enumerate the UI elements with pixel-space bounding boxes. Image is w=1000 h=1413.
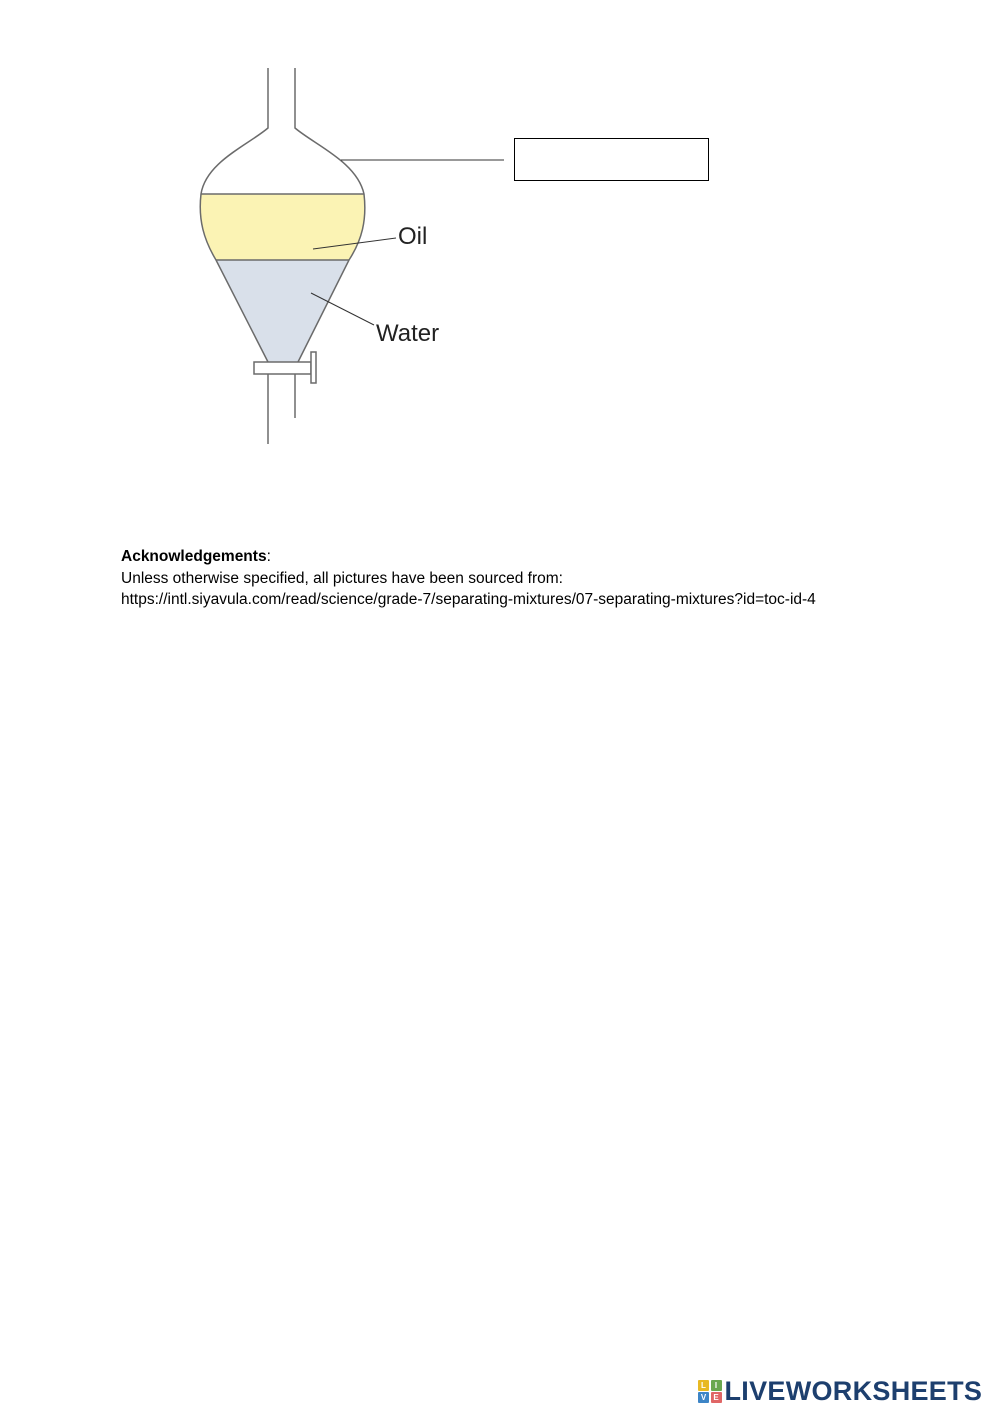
logo-wordmark: LIVEWORKSHEETS [724,1376,983,1406]
logo-letter-l: L [698,1380,709,1391]
acknowledgements-heading-line [121,546,816,568]
acknowledgements-heading: Acknowledgements [121,548,267,565]
logo-letter-e: E [711,1392,722,1403]
acknowledgements-url: https://intl.siyavula.com/read/science/grade-7/separating-mixtures/07-separating-mixtures?id=toc-id-4 [121,591,816,608]
oil-layer [200,194,365,260]
acknowledgements-colon: : [266,548,271,565]
water-label: Water [376,320,440,347]
separating-funnel-diagram [0,0,1000,460]
logo-icon [698,1380,722,1404]
stopcock-barrel [254,362,311,374]
funnel-answer-input-box[interactable] [514,138,709,181]
oil-label: Oil [398,223,428,250]
acknowledgements-line1: Unless otherwise specified, all pictures have been sourced from: [121,569,563,587]
liveworksheets-logo [698,1376,982,1407]
logo-letter-v: V [698,1392,709,1403]
logo-letter-i: I [711,1380,722,1391]
water-layer [216,260,349,362]
stopcock-handle [311,352,316,383]
acknowledgements-section [121,546,816,611]
